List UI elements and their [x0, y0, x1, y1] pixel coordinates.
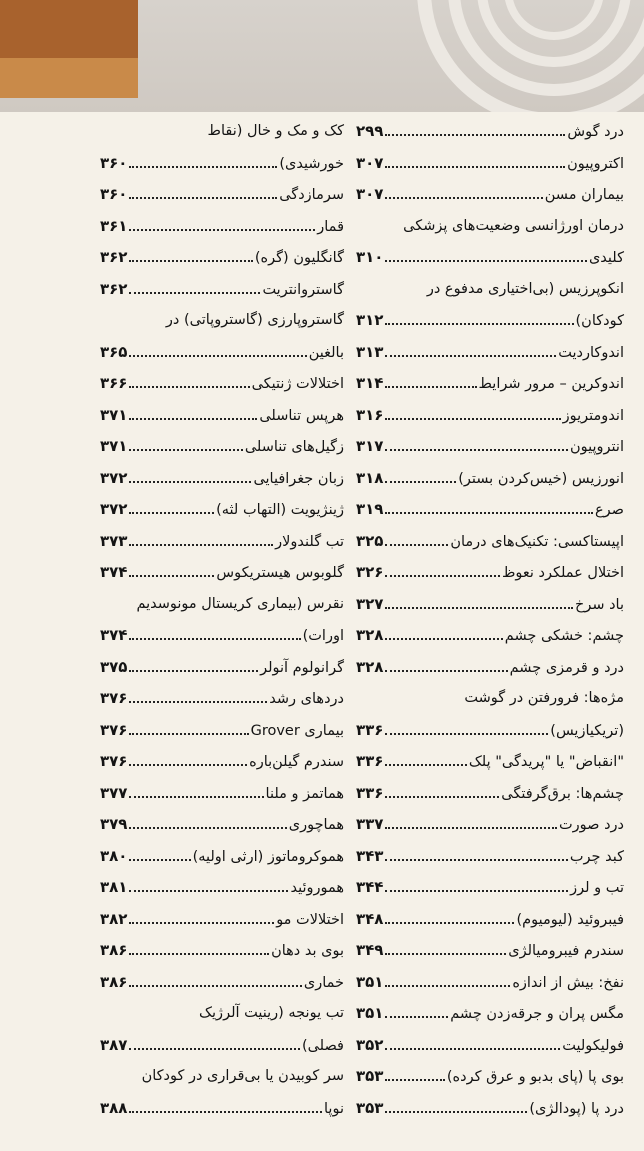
- dot-leader: [385, 607, 573, 609]
- index-entry: [356, 904, 624, 936]
- index-entry: [100, 557, 344, 589]
- decorative-orange-strip: [0, 58, 138, 98]
- dot-leader: [129, 764, 247, 766]
- dot-leader: [385, 764, 466, 766]
- index-entry-page-number: ۳۰۷: [356, 185, 384, 203]
- index-entry-text: کک و مک و خال (نقاط: [207, 123, 344, 139]
- index-entry-text: بالغین: [308, 344, 344, 361]
- dot-leader: [129, 922, 274, 924]
- dot-leader: [385, 197, 542, 199]
- dot-leader: [129, 166, 277, 168]
- index-entry-text: بوی پا (پای بدبو و عرق کرده): [446, 1069, 624, 1085]
- index-entry-page-number: ۳۷۴: [100, 563, 128, 581]
- index-entry: [356, 337, 624, 369]
- index-entry-text: فصلی): [301, 1037, 344, 1054]
- index-entry: [356, 526, 624, 558]
- index-entry-page-number: ۳۵۲: [356, 1035, 384, 1054]
- dot-leader: [129, 575, 214, 577]
- index-entry-page-number: ۳۵۳: [356, 1067, 384, 1085]
- index-entry-page-number: ۳۳۷: [356, 815, 384, 833]
- index-entry-text: گرانولوم آنولر: [260, 659, 344, 676]
- dot-leader: [129, 449, 242, 451]
- index-entry-text: انکوپرزیس (بی‌اختیاری مدفوع در: [426, 280, 624, 297]
- index-entry-text: گاستروانتریت: [262, 281, 344, 298]
- index-entry-text: سندرم گیلن‌باره: [249, 754, 344, 770]
- index-entry-text: انورزیس (خیس‌کردن بستر): [458, 470, 624, 487]
- index-entry-text: انتروپیون: [570, 439, 624, 455]
- index-entry-text: نوپا: [324, 1100, 344, 1117]
- index-entry: [356, 1030, 624, 1062]
- index-entry: [356, 935, 624, 967]
- dot-leader: [129, 827, 286, 829]
- index-entry-page-number: ۳۷۶: [100, 689, 128, 707]
- index-entry-page-number: ۳۱۴: [356, 374, 384, 392]
- index-entry: [100, 652, 344, 684]
- index-entry-page-number: ۳۸۲: [100, 909, 128, 928]
- dot-leader: [129, 197, 277, 199]
- index-entry: [100, 1030, 344, 1062]
- dot-leader: [385, 481, 456, 483]
- dot-leader: [385, 733, 548, 735]
- index-entry: [100, 431, 344, 463]
- index-entry: [100, 778, 344, 810]
- index-entry-page-number: ۳۲۸: [356, 657, 384, 676]
- index-entry-page-number: ۳۶۶: [100, 374, 128, 392]
- index-entry-page-number: ۳۸۱: [100, 878, 128, 896]
- index-entry-page-number: ۳۸۷: [100, 1035, 128, 1054]
- index-entry: [356, 557, 624, 589]
- index-entry: [100, 337, 344, 369]
- index-column-right: [356, 116, 624, 1124]
- index-entry-page-number: ۳۱۷: [356, 437, 384, 455]
- index-entry-page-number: ۳۴۸: [356, 909, 384, 928]
- index-entry-text: گانگلیون (گره): [254, 250, 344, 266]
- index-entry-page-number: ۳۲۶: [356, 563, 384, 581]
- dot-leader: [385, 166, 565, 168]
- dot-leader: [129, 1111, 322, 1113]
- index-entry: [100, 463, 344, 495]
- index-entry-text: اندومتریوز: [562, 407, 624, 424]
- index-entry-text: کلیدی: [588, 250, 624, 266]
- index-entry-text: خماری: [303, 974, 344, 991]
- index-entry-page-number: ۳۲۵: [356, 531, 384, 550]
- index-entry-text: خورشیدی): [279, 155, 344, 172]
- index-entry: [100, 715, 344, 747]
- index-entry-page-number: ۳۴۳: [356, 846, 384, 865]
- index-entry-text: اختلالات ژنتیکی: [251, 376, 344, 392]
- index-entry-page-number: ۳۷۱: [100, 437, 128, 455]
- index-entry-text: کودکان): [575, 313, 624, 329]
- index-entry-text: گاستروپارزی (گاستروپاتی) در: [165, 312, 344, 328]
- index-entry-text: مژه‌ها: فرورفتن در گوشت: [464, 690, 624, 706]
- index-entry-page-number: ۳۸۶: [100, 972, 128, 991]
- index-entry: [100, 305, 344, 337]
- index-entry: [100, 841, 344, 873]
- index-entry-page-number: ۳۷۹: [100, 815, 128, 833]
- index-entry-text: گلوبوس هیستریکوس: [216, 565, 344, 581]
- index-entry-text: بیماران مسن: [544, 187, 624, 203]
- index-entry-text: اندوکاردیت: [558, 344, 624, 361]
- dot-leader: [385, 1048, 560, 1050]
- dot-leader: [385, 638, 502, 640]
- dot-leader: [129, 229, 315, 231]
- dot-leader: [129, 386, 249, 388]
- dot-leader: [129, 638, 300, 640]
- dot-leader: [385, 985, 510, 987]
- index-entry-page-number: ۳۲۸: [356, 626, 384, 644]
- index-entry-page-number: ۳۶۰: [100, 153, 128, 172]
- dot-leader: [129, 796, 263, 798]
- dot-leader: [129, 512, 214, 514]
- index-entry-text: درمان اورژانسی وضعیت‌های پزشکی: [403, 217, 624, 234]
- index-entry-page-number: ۳۵۱: [356, 1004, 384, 1022]
- index-entry: [100, 1093, 344, 1125]
- index-entry: [100, 274, 344, 306]
- index-entry-page-number: ۲۹۹: [356, 122, 384, 140]
- index-entry: [356, 967, 624, 999]
- dot-leader: [385, 418, 560, 420]
- index-entry: [356, 211, 624, 243]
- index-entry-text: اکتروپیون: [567, 155, 624, 172]
- index-entry: [356, 242, 624, 274]
- index-entry-page-number: ۳۷۱: [100, 405, 128, 424]
- dot-leader: [129, 481, 251, 483]
- index-entry-page-number: ۳۲۷: [356, 594, 384, 613]
- index-entry: [100, 400, 344, 432]
- dot-leader: [129, 733, 248, 735]
- index-entry: [100, 494, 344, 526]
- dot-leader: [129, 670, 258, 672]
- dot-leader: [385, 512, 593, 514]
- index-entry-text: (تریکیازیس): [550, 722, 624, 739]
- index-entry-page-number: ۳۵۱: [356, 972, 384, 991]
- index-entry-page-number: ۳۷۵: [100, 657, 128, 676]
- index-entry: [356, 463, 624, 495]
- dot-leader: [385, 953, 506, 955]
- index-entry-text: سرمازدگی: [279, 187, 344, 203]
- index-entry-text: دردهای رشد: [269, 691, 344, 707]
- dot-leader: [385, 1079, 444, 1081]
- index-entry: [100, 211, 344, 243]
- index-entry-text: تب یونجه (رینیت آلرژیک: [199, 1005, 344, 1021]
- index-entry-page-number: ۳۱۲: [356, 311, 384, 329]
- index-entry: [100, 935, 344, 967]
- index-entry-text: تب گلندولار: [275, 533, 344, 550]
- index-entry: [356, 1093, 624, 1125]
- index-entry-page-number: ۳۷۲: [100, 468, 128, 487]
- index-entry: [100, 809, 344, 841]
- dot-leader: [129, 701, 267, 703]
- index-entry-text: نقرس (بیماری کریستال مونوسدیم: [136, 595, 344, 612]
- index-entry: [356, 116, 624, 148]
- index-entry: [356, 841, 624, 873]
- index-entry: [356, 148, 624, 180]
- index-entry-page-number: ۳۷۶: [100, 752, 128, 770]
- decorative-circles: [384, 0, 644, 130]
- dot-leader: [129, 985, 301, 987]
- index-entry-page-number: ۳۰۷: [356, 153, 384, 172]
- index-column-left: [100, 116, 344, 1124]
- dot-leader: [385, 922, 514, 924]
- index-entry: [356, 400, 624, 432]
- index-entry: [100, 967, 344, 999]
- index-entry: [356, 1061, 624, 1093]
- index-entry-text: فولیکولیت: [562, 1037, 624, 1054]
- index-entry-page-number: ۳۷۳: [100, 531, 128, 550]
- index-entry-page-number: ۳۳۶: [356, 752, 384, 770]
- dot-leader: [129, 890, 288, 892]
- index-entry-text: زگیل‌های تناسلی: [244, 439, 344, 455]
- index-entry-page-number: ۳۳۶: [356, 720, 384, 739]
- index-entry-text: کبد چرب: [569, 848, 624, 865]
- index-entry: [100, 116, 344, 148]
- dot-leader: [385, 134, 565, 136]
- index-entry-page-number: ۳۱۳: [356, 342, 384, 361]
- index-entry-text: هماتمز و ملنا: [265, 785, 344, 802]
- index-entry-page-number: ۳۱۶: [356, 405, 384, 424]
- index-entry-text: درد صورت: [559, 817, 624, 833]
- index-entry-page-number: ۳۶۱: [100, 216, 128, 235]
- dot-leader: [385, 890, 568, 892]
- index-entry-page-number: ۳۸۶: [100, 941, 128, 959]
- index-entry-text: سر کوبیدن یا بی‌قراری در کودکان: [141, 1068, 344, 1084]
- index-entry: [356, 998, 624, 1030]
- index-entry: [100, 589, 344, 621]
- index-entry-page-number: ۳۸۸: [100, 1098, 128, 1117]
- index-entry-text: چشم‌ها: برق‌گرفتگی: [501, 785, 624, 802]
- index-entry: [100, 1061, 344, 1093]
- index-entry-text: باد سرخ: [574, 596, 624, 613]
- dot-leader: [129, 355, 306, 357]
- index-entry-page-number: ۳۴۴: [356, 878, 384, 896]
- index-entry: [100, 620, 344, 652]
- index-entry-page-number: ۳۵۳: [356, 1098, 384, 1117]
- index-entry-page-number: ۳۷۷: [100, 783, 128, 802]
- index-entry-text: هماچوری: [288, 817, 344, 833]
- index-entry: [356, 809, 624, 841]
- index-entry: [356, 274, 624, 306]
- dot-leader: [129, 953, 269, 955]
- index-entry-page-number: ۳۶۲: [100, 248, 128, 266]
- dot-leader: [385, 670, 507, 672]
- index-entry-page-number: ۳۳۶: [356, 783, 384, 802]
- index-entry: [100, 998, 344, 1030]
- index-entry-page-number: ۳۶۵: [100, 342, 128, 361]
- index-entry: [356, 368, 624, 400]
- index-entry-text: اختلال عملکرد نعوظ: [501, 565, 624, 581]
- index-entry-text: هرپس تناسلی: [259, 407, 344, 424]
- index-entry: [356, 179, 624, 211]
- index-entry: [100, 368, 344, 400]
- index-entry-text: هموکروماتوز (ارثی اولیه): [192, 848, 344, 865]
- index-entry: [100, 872, 344, 904]
- index-entry: [100, 242, 344, 274]
- dot-leader: [129, 418, 257, 420]
- index-entry-page-number: ۳۷۶: [100, 720, 128, 739]
- index-entry: [356, 746, 624, 778]
- index-entry: [356, 305, 624, 337]
- dot-leader: [385, 796, 499, 798]
- dot-leader: [129, 859, 190, 861]
- index-entry: [100, 904, 344, 936]
- dot-leader: [385, 827, 557, 829]
- index-entry: [100, 746, 344, 778]
- index-entry-text: قمار: [317, 218, 344, 235]
- index-entry-page-number: ۳۶۰: [100, 185, 128, 203]
- dot-leader: [385, 544, 448, 546]
- dot-leader: [129, 544, 273, 546]
- index-entry-text: درد پا (پودالژی): [529, 1100, 624, 1117]
- decorative-brown-block: [0, 0, 138, 58]
- index-entry: [356, 715, 624, 747]
- index-entry: [356, 778, 624, 810]
- dot-leader: [385, 1111, 527, 1113]
- index-entry-page-number: ۳۱۰: [356, 248, 384, 266]
- index-entry-text: تب و لرز: [570, 880, 624, 896]
- dot-leader: [385, 1016, 448, 1018]
- dot-leader: [129, 292, 260, 294]
- index-entry: [356, 431, 624, 463]
- index-entry: [100, 179, 344, 211]
- dot-leader: [385, 386, 476, 388]
- index-entry-text: درد گوش: [567, 124, 624, 140]
- dot-leader: [385, 859, 567, 861]
- index-entry-text: چشم: خشکی چشم: [504, 628, 624, 644]
- index-entry-text: هموروئید: [290, 880, 344, 896]
- index-entry-text: اختلالات مو: [276, 911, 344, 928]
- index-entry: [100, 683, 344, 715]
- index-entry-page-number: ۳۴۹: [356, 941, 384, 959]
- index-entry-text: درد و قرمزی چشم: [509, 659, 624, 676]
- index-entry: [356, 652, 624, 684]
- index-entry: [356, 620, 624, 652]
- index-entry-page-number: ۳۸۰: [100, 846, 128, 865]
- index-entry: [356, 589, 624, 621]
- index-entry: [100, 526, 344, 558]
- index-entry-text: اورات): [302, 628, 344, 644]
- dot-leader: [385, 355, 556, 357]
- index-entry: [356, 872, 624, 904]
- index-entry-text: مگس پران و جرقه‌زدن چشم: [450, 1006, 624, 1022]
- dot-leader: [129, 260, 252, 262]
- index-entry: [356, 683, 624, 715]
- index-entry-text: فیبروئید (لیومیوم): [516, 911, 624, 928]
- index-entry: [356, 494, 624, 526]
- index-entry-page-number: ۳۷۲: [100, 500, 128, 518]
- dot-leader: [129, 1048, 299, 1050]
- index-entry-text: "انقباض" یا "پریدگی" پلک: [468, 754, 624, 770]
- index-entry-page-number: ۳۷۴: [100, 626, 128, 644]
- dot-leader: [385, 323, 573, 325]
- index-entry-text: اندوکرین – مرور شرایط: [478, 376, 624, 392]
- index-entry-text: زبان جغرافیایی: [253, 470, 344, 487]
- dot-leader: [385, 449, 568, 451]
- index-entry-text: صرع: [595, 502, 624, 518]
- index-entry-text: اپیستاکسی: تکنیک‌های درمان: [450, 533, 624, 550]
- index-entry-page-number: ۳۱۹: [356, 500, 384, 518]
- index-entry-text: بیماری Grover: [250, 722, 344, 739]
- index-entry-text: سندرم فیبرومیالژی: [508, 943, 624, 959]
- index-entry-page-number: ۳۶۲: [100, 279, 128, 298]
- index-entry: [100, 148, 344, 180]
- index-entry-text: بوی بد دهان: [271, 943, 344, 959]
- index-entry-page-number: ۳۱۸: [356, 468, 384, 487]
- dot-leader: [385, 260, 586, 262]
- dot-leader: [385, 575, 500, 577]
- index-entry-text: ژینژیویت (التهاب لثه): [216, 502, 344, 518]
- index-entry-text: نفخ: بیش از اندازه: [512, 974, 624, 991]
